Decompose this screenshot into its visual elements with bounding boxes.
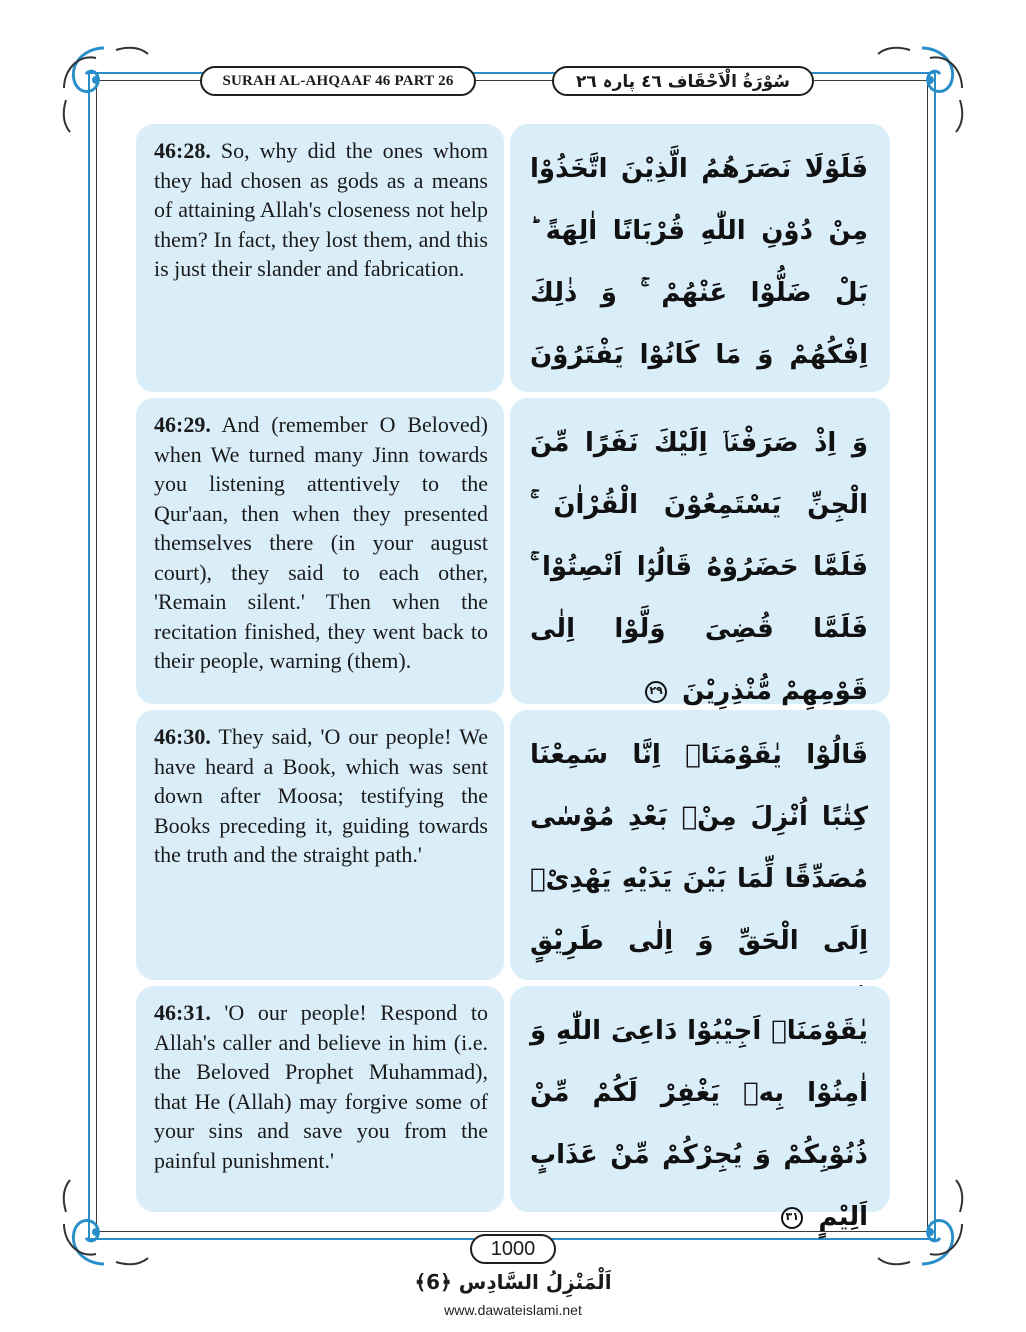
verse-translation <box>136 986 504 1212</box>
verse-translation <box>136 124 504 392</box>
ornament-top-right-icon <box>874 40 970 136</box>
verse-row <box>136 710 890 980</box>
ayah-number: ٢٩ <box>645 681 667 703</box>
verse-translation <box>136 710 504 980</box>
verse-arabic <box>510 710 890 980</box>
verse-ref: 46:28. <box>154 138 211 163</box>
verse-ref: 46:31. <box>154 1000 211 1025</box>
translation-text: So, why did the ones whom they had chosen as gods as a means of attaining Allah's closeness not help them? In fact, they lost them, and this is just their slander and fabrication. <box>154 138 488 281</box>
translation-text: And (remember O Beloved) when We turned many Jinn towards you listening attentively to the Qur'aan, then when they presented themselves there (in your august court), they said to each other, 'Remain silent.' Then when the recitation finished, they went back to their people, warning (them). <box>154 412 488 673</box>
surah-title-english: SURAH AL-AHQAAF 46 PART 26 <box>200 66 476 96</box>
verse-translation <box>136 398 504 704</box>
verse-arabic <box>510 124 890 392</box>
arabic-text: وَ اِذْ صَرَفْنَاۤ اِلَیْكَ نَفَرًا مِّنَ الْجِنِّ یَسْتَمِعُوْنَ الْقُرْاٰنَ ۚ فَلَمَّا حَضَرُوْهُ قَالُوْۤا اَنْصِتُوْا ۚ فَلَمَّا قُضِیَ وَلَّوْا اِلٰی قَوْمِهِمْ مُّنْذِرِیْنَ <box>530 428 868 706</box>
verse-arabic <box>510 398 890 704</box>
page-number: 1000 <box>470 1234 556 1264</box>
surah-title-arabic: سُوْرَةُ الْاَحْقَاف ٤٦ پارہ ٢٦ <box>552 66 814 96</box>
verse-arabic <box>510 986 890 1232</box>
arabic-text: یٰقَوْمَنَاۤ اَجِیْبُوْا دَاعِیَ اللّٰهِ وَ اٰمِنُوْا بِهٖ یَغْفِرْ لَكُمْ مِّنْ ذُنُوْبِكُمْ وَ یُجِرْكُمْ مِّنْ عَذَابٍ اَلِیْمٍ <box>530 1016 868 1232</box>
verse-row <box>136 124 890 392</box>
translation-text: They said, 'O our people! We have heard a Book, which was sent down after Moosa; testifying the Books preceding it, guiding towards the truth and the straight path.' <box>154 724 488 867</box>
verse-row <box>136 986 890 1232</box>
translation-text: 'O our people! Respond to Allah's caller and believe in him (i.e. the Beloved Prophet Muhammad), that He (Allah) may forgive some of your sins and save you from the painful punishment.' <box>154 1000 489 1173</box>
website-link[interactable]: www.dawateislami.net <box>444 1302 582 1318</box>
verse-row <box>136 398 890 704</box>
verse-ref: 46:30. <box>154 724 211 749</box>
verse-ref: 46:29. <box>154 412 211 437</box>
manzil-label: اَلْمَنْزِلُ السَّادِس ﴿6﴾ <box>414 1270 612 1294</box>
ayah-number: ٣١ <box>781 1207 803 1229</box>
ornament-top-left-icon <box>56 40 152 136</box>
arabic-text: قَالُوْا یٰقَوْمَنَاۤ اِنَّا سَمِعْنَا كِتٰبًا اُنْزِلَ مِنْۢ بَعْدِ مُوْسٰی مُصَدِّقًا لِّمَا بَیْنَ یَدَیْهِ یَهْدِیْۤ اِلَی الْحَقِّ وَ اِلٰی طَرِیْقٍ <box>530 740 868 956</box>
arabic-text: فَلَوْلَا نَصَرَهُمُ الَّذِیْنَ اتَّخَذُوْا مِنْ دُوْنِ اللّٰهِ قُرْبَانًا اٰلِهَةً ؕ بَلْ ضَلُّوْا عَنْهُمْ ۚ وَ ذٰلِكَ اِفْكُهُمْ وَ مَا كَانُوْا یَفْتَرُوْنَ <box>530 154 868 370</box>
